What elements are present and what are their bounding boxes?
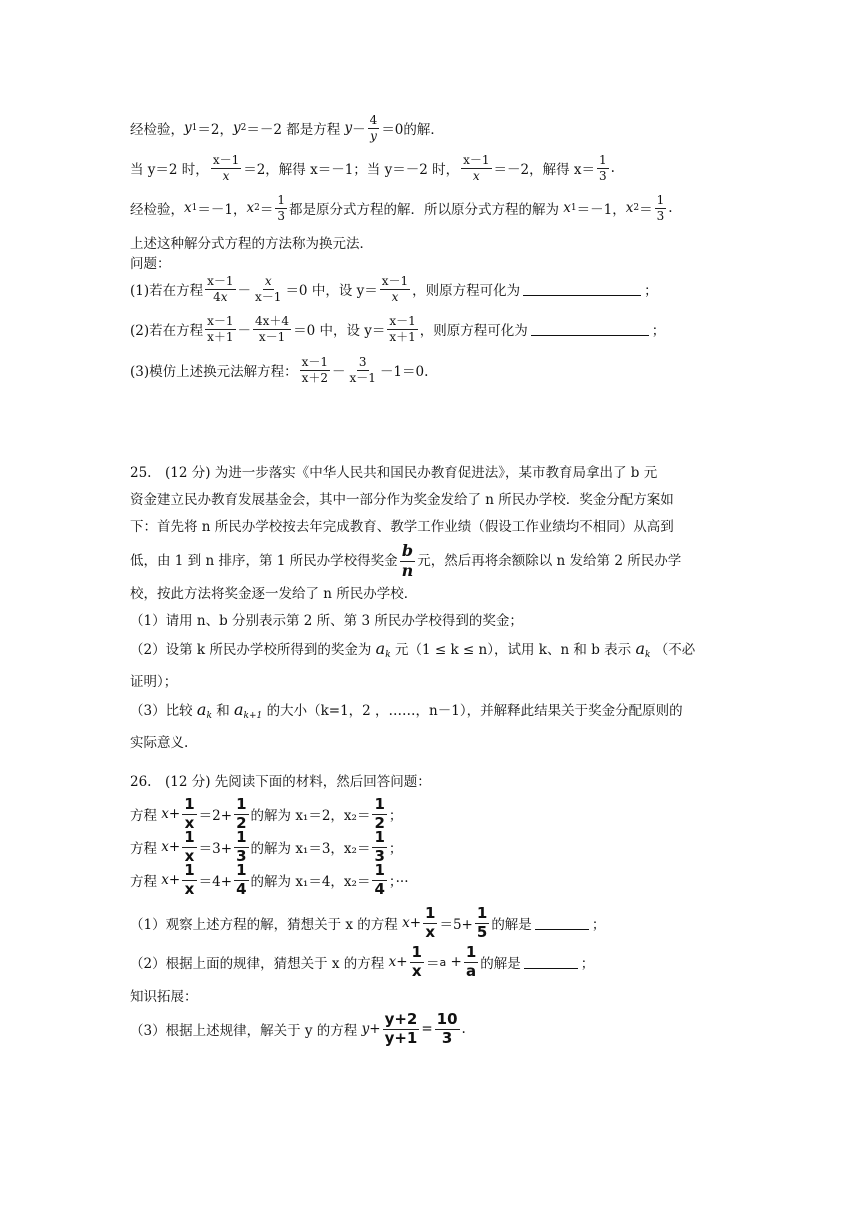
p26-eq-2: 方程 x + $\frac{1}{x}$ ＝3+ $\frac{1}{3}$ 的解为 x₁＝3，x₂＝ $\frac{1}{3}$ ； <box>130 828 403 865</box>
case-line: 当 y＝2 时， $\frac{x-1}{x}$ ＝2，解得 x＝－1；当 y＝－2 时， $\frac{x-1}{x}$ ＝－2，解得 x＝ $\frac{1}{3}$ . <box>130 153 615 183</box>
answer-blank-4[interactable] <box>524 956 578 969</box>
question-1: (1)若在方程 $\frac{x-1}{4x}$ － $\frac{x}{x-1}$ ＝0 中，设 y＝ $\frac{x-1}{x}$ ，则原方程可化为 ； <box>130 274 658 304</box>
p25-line-1: 25. (12 分) 为进一步落实《中华人民共和国民办教育促进法》，某市教育局拿出了 b 元 <box>130 465 658 481</box>
p25-q3-cont: 实际意义. <box>130 735 189 751</box>
question-label: 问题： <box>130 256 171 272</box>
verify-line-1: 经检验， y 1 ＝2， y 2 ＝－2 都是方程 y － $\frac{4}{y}$ ＝0 的解． <box>130 113 444 143</box>
question-2: (2)若在方程 $\frac{x-1}{x+1}$ － $\frac{4x+4}{x-1}$ ＝0 中，设 y＝ $\frac{x-1}{x+1}$ ，则原方程可化为 ； <box>130 314 666 344</box>
p26-eq-3: 方程 x + $\frac{1}{x}$ ＝4+ $\frac{1}{4}$ 的解为 x₁＝4，x₂＝ $\frac{1}{4}$ ；··· <box>130 861 409 898</box>
question-3: (3)模仿上述换元法解方程： $\frac{x-1}{x+2}$ － $\frac{3}{x-1}$ －1＝0. <box>130 355 429 385</box>
answer-blank-1[interactable] <box>523 283 641 296</box>
p25-q1: （1）请用 n、b 分别表示第 2 所、第 3 所民办学校得到的奖金； <box>130 613 523 629</box>
p26-extension: 知识拓展： <box>130 989 198 1005</box>
p25-line-3: 下：首先将 n 所民办学校按去年完成教育、教学工作业绩（假设工作业绩均不相同）从高到 <box>130 519 674 535</box>
p26-q3: （3）根据上述规律，解关于 y 的方程 y + $\frac{y+2}{y+1}$ = $\frac{10}{3}$ . <box>130 1010 466 1047</box>
p25-line-4: 低，由 1 到 n 排序，第 1 所民办学校得奖金 $\frac{b}{n}$ 元，然后再将余额除以 n 发给第 2 所民办学 <box>130 540 682 580</box>
verify-line-2: 经检验， x 1 ＝－1， x 2 ＝ $\frac{1}{3}$ 都是原分式方程的解．所以原分式方程的解为 x 1 ＝－1， x 2 ＝ $\frac{1}{3}$ . <box>130 193 673 223</box>
answer-blank-3[interactable] <box>535 917 589 930</box>
answer-blank-2[interactable] <box>531 323 649 336</box>
p26-heading: 26. (12 分) 先阅读下面的材料，然后回答问题： <box>130 774 431 790</box>
p25-q2-cont: 证明）； <box>130 674 178 690</box>
p25-line-2: 资金建立民办教育发展基金会，其中一部分作为奖金发给了 n 所民办学校．奖金分配方案如 <box>130 492 674 508</box>
p26-q1: （1）观察上述方程的解，猜想关于 x 的方程 x + $\frac{1}{x}$ ＝5+ $\frac{1}{5}$ 的解是 ； <box>130 904 606 941</box>
method-note: 上述这种解分式方程的方法称为换元法． <box>130 236 373 252</box>
p26-q2: （2）根据上面的规律，猜想关于 x 的方程 x + $\frac{1}{x}$ ＝ a + $\frac{1}{a}$ 的解是 ； <box>130 943 595 980</box>
problem-25 <box>130 460 730 757</box>
p25-line-5: 校，按此方法将奖金逐一发给了 n 所民办学校． <box>130 586 418 602</box>
p25-q3: （3）比较 $a_k$ 和 $a_{k+1}$ 的大小（k=1，2 ，……，n－1），并解释此结果关于奖金分配原则的 <box>130 700 683 721</box>
p26-eq-1: 方程 x + $\frac{1}{x}$ ＝2+ $\frac{1}{2}$ 的解为 x₁＝2，x₂＝ $\frac{1}{2}$ ； <box>130 795 403 832</box>
p25-q2: （2）设第 k 所民办学校所得到的奖金为 $a_k$ 元（1 ≤ k ≤ n），试用 k、n 和 b 表示 $a_k$ （不必 <box>130 639 696 660</box>
